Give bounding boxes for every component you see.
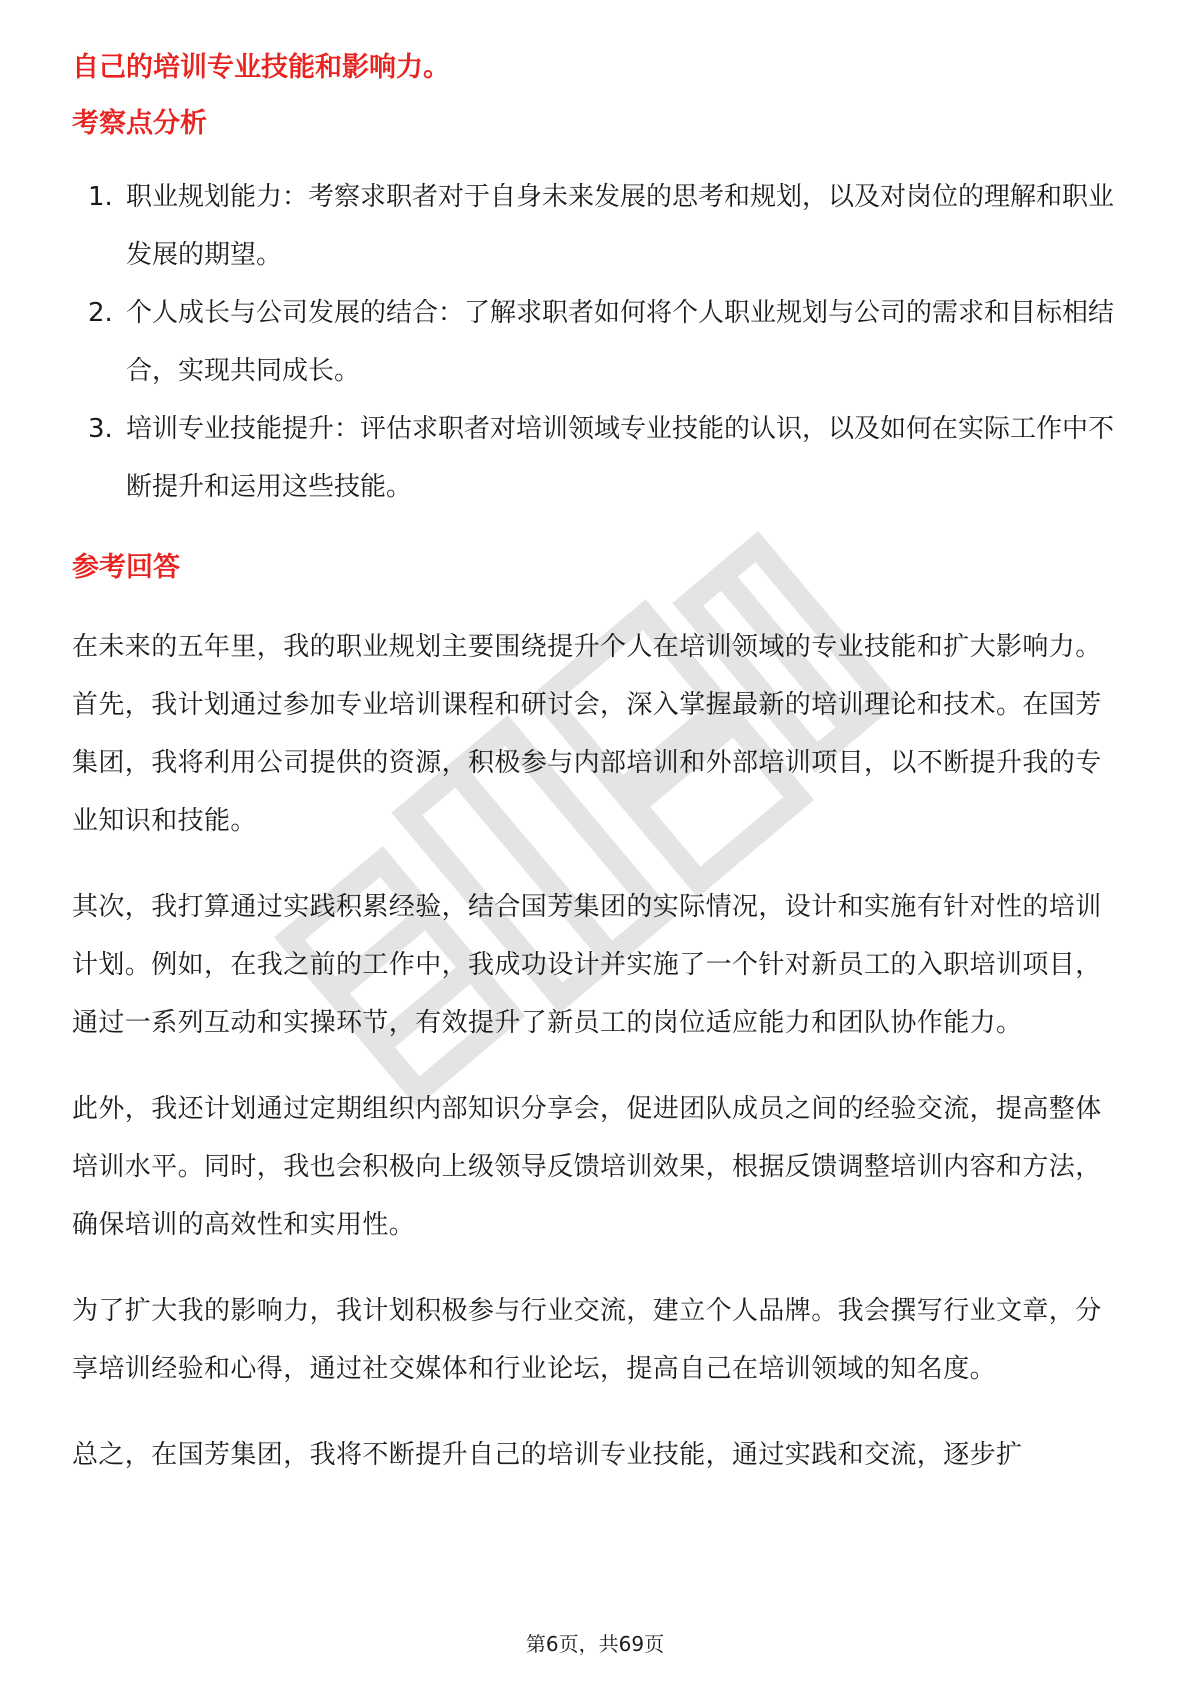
list-item: [72, 400, 1118, 516]
list-item-text: 培训专业技能提升：评估求职者对培训领域专业技能的认识，以及如何在实际工作中不断提升和运用这些技能。: [126, 414, 1115, 502]
answer-paragraph: 其次，我打算通过实践积累经验，结合国芳集团的实际情况，设计和实施有针对性的培训计划。例如，在我之前的工作中，我成功设计并实施了一个针对新员工的入职培训项目，通过一系列互动和实操环节，有效提升了新员工的岗位适应能力和团队协作能力。: [72, 892, 1102, 1038]
document-page: [72, 48, 1118, 1512]
answer-heading: 参考回答: [72, 552, 180, 583]
answer-paragraph: 为了扩大我的影响力，我计划积极参与行业交流，建立个人品牌。我会撰写行业文章，分享培训经验和心得，通过社交媒体和行业论坛，提高自己在培训领域的知名度。: [72, 1296, 1102, 1384]
analysis-points-list: [72, 168, 1118, 516]
list-item-number: 1.: [88, 182, 113, 212]
answer-paragraph: 总之，在国芳集团，我将不断提升自己的培训专业技能，通过实践和交流，逐步扩: [72, 1440, 1023, 1470]
analysis-heading: 考察点分析: [72, 108, 207, 139]
list-item-number: 2.: [88, 298, 113, 328]
answer-paragraph: 在未来的五年里，我的职业规划主要围绕提升个人在培训领域的专业技能和扩大影响力。首先，我计划通过参加专业培训课程和研讨会，深入掌握最新的培训理论和技术。在国芳集团，我将利用公司提供的资源，积极参与内部培训和外部培训项目，以不断提升我的专业知识和技能。: [72, 632, 1102, 836]
page-footer: 第6页，共69页: [525, 1632, 665, 1656]
list-item-text: 个人成长与公司发展的结合：了解求职者如何将个人职业规划与公司的需求和目标相结合，实现共同成长。: [126, 298, 1115, 386]
list-item-text: 职业规划能力：考察求职者对于自身未来发展的思考和规划，以及对岗位的理解和职业发展的期望。: [126, 182, 1115, 270]
list-item-number: 3.: [88, 414, 113, 444]
list-item: [72, 284, 1118, 400]
list-item: [72, 168, 1118, 284]
intro-line: 自己的培训专业技能和影响力。: [72, 52, 450, 83]
answer-paragraph: 此外，我还计划通过定期组织内部知识分享会，促进团队成员之间的经验交流，提高整体培训水平。同时，我也会积极向上级领导反馈培训效果，根据反馈调整培训内容和方法，确保培训的高效性和实用性。: [72, 1094, 1102, 1240]
